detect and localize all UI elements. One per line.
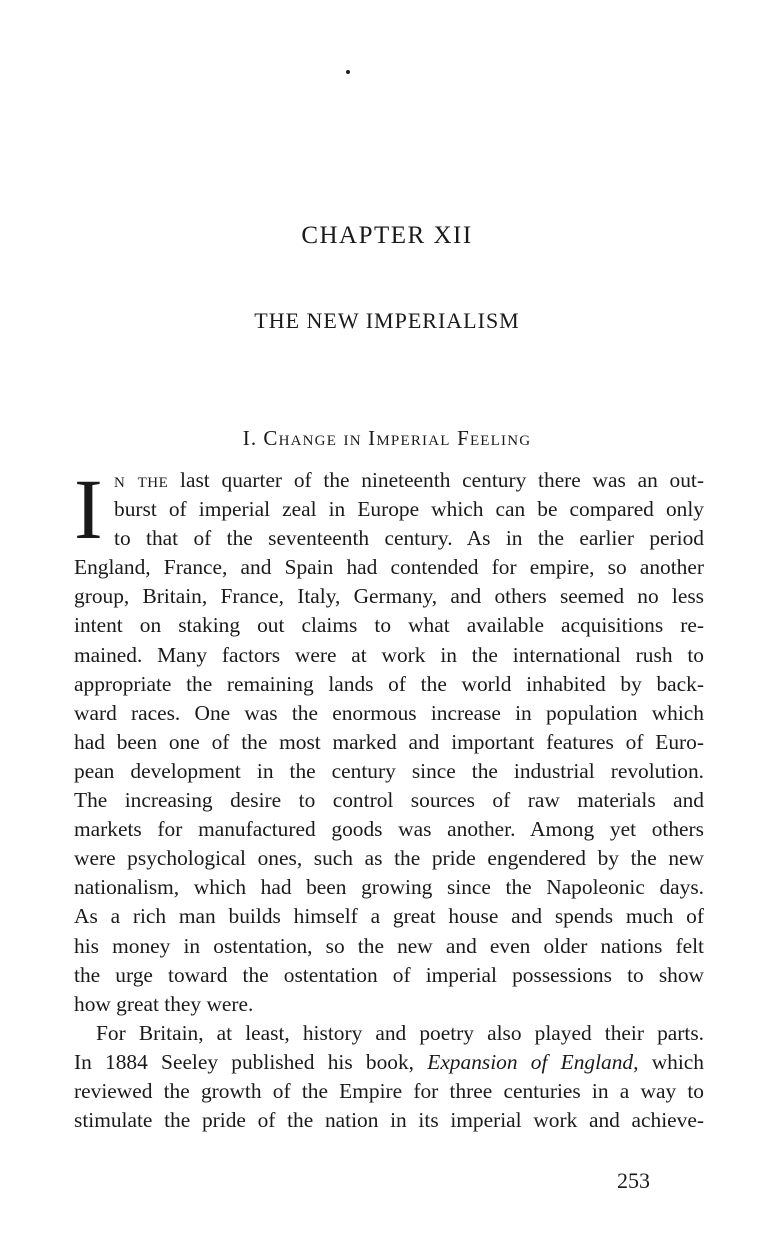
text-line: ward races. One was the enormous increase in population which xyxy=(74,700,704,725)
text-line: his money in ostentation, so the new and even older nations felt xyxy=(74,933,704,958)
text-line: appropriate the remaining lands of the world inhabited by back- xyxy=(74,671,704,696)
text-line: stimulate the pride of the nation in its imperial work and achieve- xyxy=(74,1108,704,1133)
book-title: Expansion of England, xyxy=(427,1049,639,1074)
text-line: The increasing desire to control sources of raw materials and xyxy=(74,788,704,813)
text-line: In 1884 Seeley published his book, Expansion of England, which xyxy=(74,1049,704,1074)
text-line: were psychological ones, such as the pride engendered by the new xyxy=(74,846,704,871)
text-line: the urge toward the ostentation of imperial possessions to show xyxy=(74,962,704,987)
printer-mark xyxy=(346,70,350,74)
text-line: For Britain, at least, history and poetry also played their parts. xyxy=(96,1020,704,1045)
text-line: how great they were. xyxy=(74,991,254,1016)
text-line: n the last quarter of the nineteenth century there was an out- xyxy=(114,468,704,492)
page-number: 253 xyxy=(617,1168,650,1193)
text-line: to that of the seventeenth century. As in the earlier period xyxy=(114,526,704,551)
text-line: markets for manufactured goods was another. Among yet others xyxy=(74,817,704,842)
text-line: burst of imperial zeal in Europe which can be compared only xyxy=(114,497,704,522)
text-line: group, Britain, France, Italy, Germany, and others seemed no less xyxy=(74,584,704,609)
text-line: nationalism, which had been growing since the Napoleonic days. xyxy=(74,875,704,900)
chapter-number: CHAPTER XII xyxy=(301,222,473,249)
text-line: England, France, and Spain had contended for empire, so another xyxy=(74,555,704,580)
text-line: reviewed the growth of the Empire for three centuries in a way to xyxy=(74,1078,704,1103)
text-line: pean development in the century since the industrial revolution. xyxy=(74,758,704,783)
body-text xyxy=(74,461,704,1135)
chapter-title: THE NEW IMPERIALISM xyxy=(254,308,520,333)
drop-cap: I xyxy=(74,461,103,557)
text-line: had been one of the most marked and important features of Euro- xyxy=(74,729,704,754)
section-heading xyxy=(0,426,774,451)
section-title: Change in Imperial Feeling xyxy=(263,426,532,450)
opening-smallcaps: n the xyxy=(114,468,169,492)
text-line: As a rich man builds himself a great house and spends much of xyxy=(74,904,704,929)
text-line: mained. Many factors were at work in the international rush to xyxy=(74,642,704,667)
text-line: intent on staking out claims to what available acquisitions re- xyxy=(74,613,704,638)
section-number: I. xyxy=(242,426,258,450)
